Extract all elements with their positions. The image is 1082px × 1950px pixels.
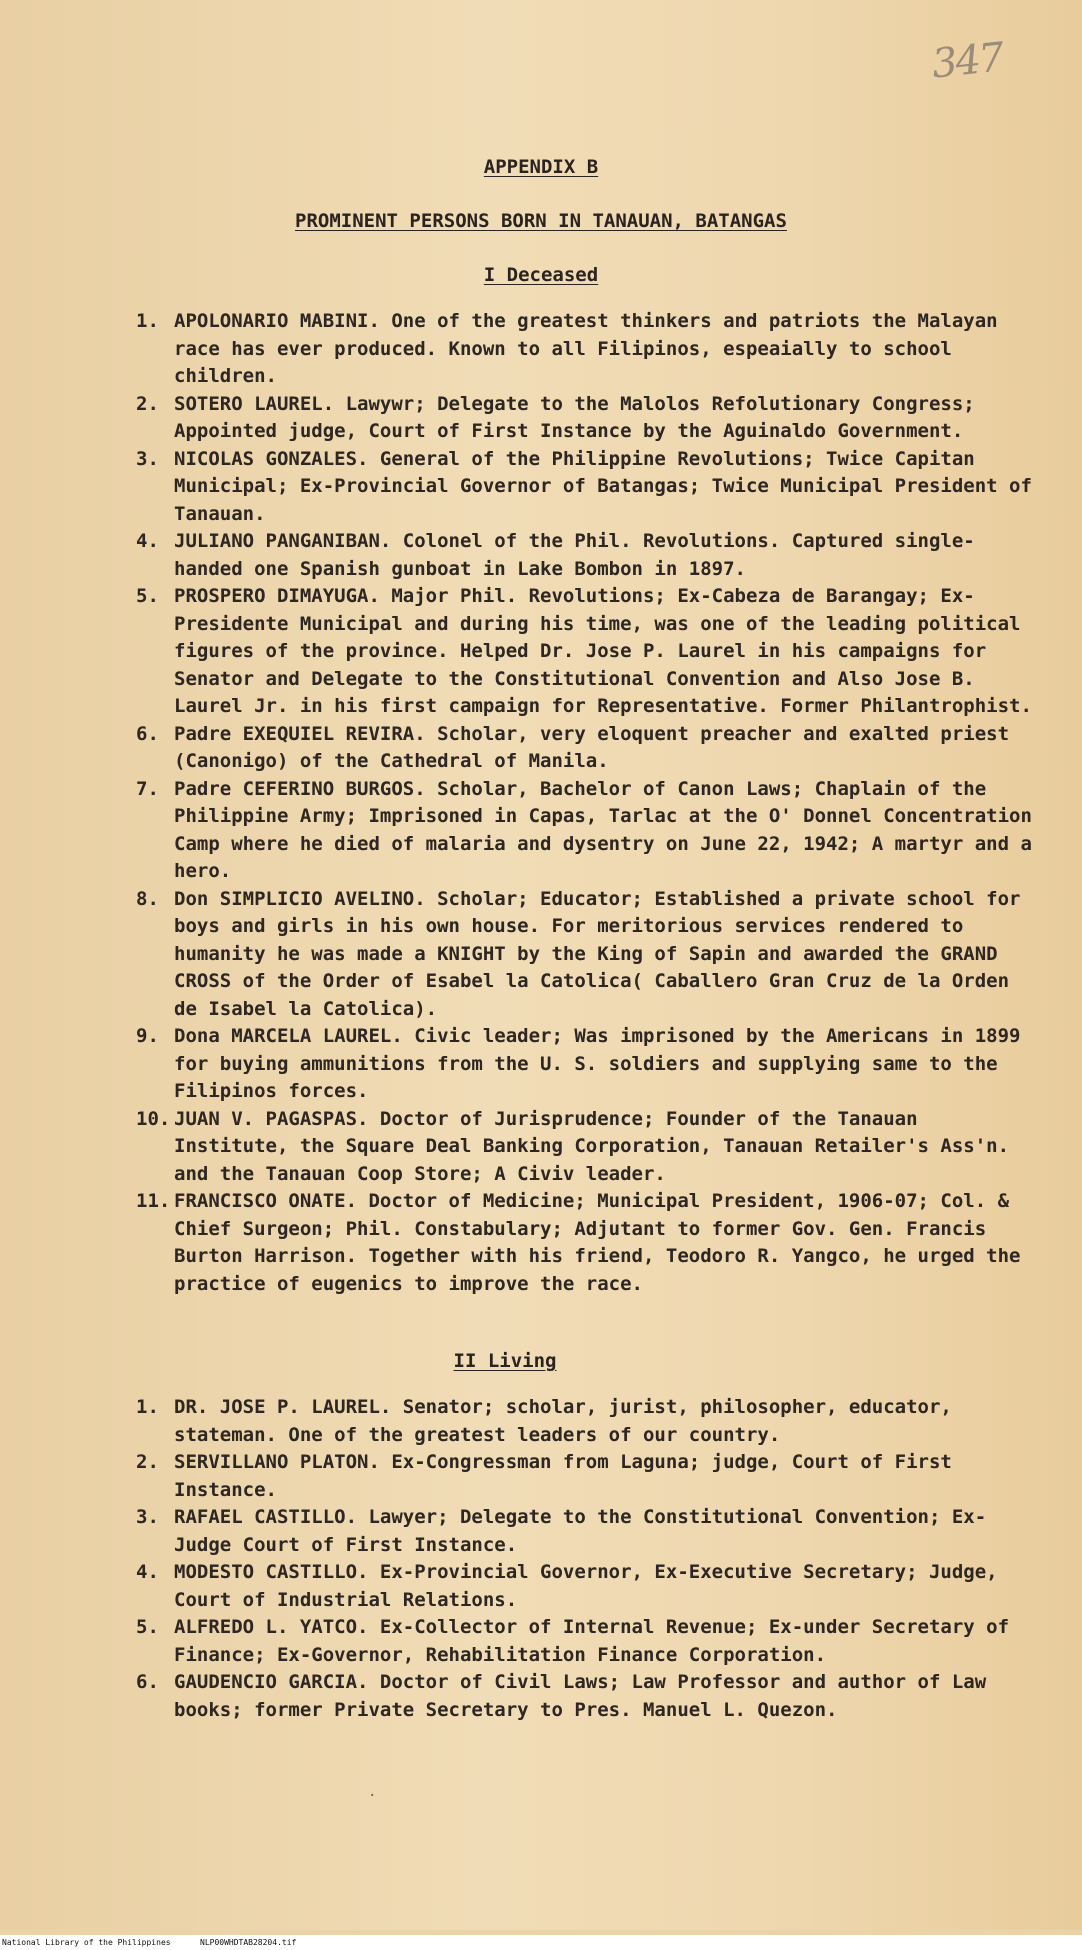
item-text: SERVILLANO PLATON. Ex-Congressman from Laguna; judge, Court of First Instance. (174, 1451, 952, 1501)
scan-filename: NLP00WHDTAB28204.tif (200, 1938, 297, 1947)
item-text: SOTERO LAUREL. Lawywr; Delegate to the Malolos Refolutionary Congress; Appointed judge, Court of First Instance by the Aguinaldo Government. (174, 392, 975, 442)
item-text: APOLONARIO MABINI. One of the greatest thinkers and patriots the Malayan race has ever produced. Known to all Filipinos, espeaially to school children. (174, 310, 998, 387)
item-text: ALFREDO L. YATCO. Ex-Collector of Internal Revenue; Ex-under Secretary of Finance; Ex-Governor, Rehabilitation Finance Corporation. (174, 1616, 1010, 1666)
list-item (100, 1394, 1040, 1449)
list-item (100, 308, 1040, 391)
deceased-list (100, 308, 1040, 1298)
item-text: DR. JOSE P. LAUREL. Senator; scholar, jurist, philosopher, educator, stateman. One of the greatest leaders of our country. (174, 1396, 952, 1446)
list-item (100, 391, 1040, 446)
item-number: 10. (136, 1107, 171, 1130)
list-item (100, 721, 1040, 776)
item-number: 3. (136, 1506, 159, 1528)
item-number: 7. (136, 777, 159, 800)
item-text: Padre EXEQUIEL REVIRA. Scholar, very eloquent preacher and exalted priest (Canonigo) of the Cathedral of Manila. (174, 722, 1010, 772)
document-subtitle: PROMINENT PERSONS BORN IN TANAUAN, BATANGAS (295, 210, 787, 232)
ink-speck: · (368, 1788, 377, 1804)
item-text: NICOLAS GONZALES. General of the Philippine Revolutions; Twice Capitan Municipal; Ex-Provincial Governor of Batangas; Twice Municipal President of Tanauan. (174, 447, 1032, 525)
list-item (100, 1614, 1040, 1669)
item-number: 2. (136, 1451, 159, 1473)
item-number: 5. (136, 585, 159, 607)
folio-number: 347 (929, 34, 1005, 88)
section-heading-living: II Living (453, 1350, 557, 1372)
list-item (100, 1188, 1040, 1298)
item-text: GAUDENCIO GARCIA. Doctor of Civil Laws; Law Professor and author of Law books; former Private Secretary to Pres. Manuel L. Quezon. (174, 1671, 987, 1721)
item-text: Dona MARCELA LAUREL. Civic leader; Was imprisoned by the Americans in 1899 for buying ammunitions from the U. S. soldiers and supplying same to the Filipinos forces. (174, 1025, 1021, 1102)
item-number: 1. (136, 310, 159, 332)
living-list (100, 1394, 1040, 1724)
item-number: 6. (136, 722, 159, 745)
list-item (100, 446, 1040, 529)
appendix-title: APPENDIX B (483, 156, 599, 178)
item-number: 1. (136, 1396, 159, 1418)
item-text: MODESTO CASTILLO. Ex-Provincial Governor, Ex-Executive Secretary; Judge, Court of Industrial Relations. (174, 1561, 998, 1611)
list-item (100, 1504, 1040, 1559)
item-text: PROSPERO DIMAYUGA. Major Phil. Revolutions; Ex-Cabeza de Barangay; Ex-Presidente Municipal and during his time, was one of the leading political figures of the province. Helped Dr. Jose P. Laurel in his campaigns for Senator and Delegate to the Constitutional Convention and Also Jose B. Laurel Jr. in his first campaign for Representative. Former Philantrophist. (174, 585, 1032, 717)
list-item (100, 528, 1040, 583)
item-text: RAFAEL CASTILLO. Lawyer; Delegate to the Constitutional Convention; Ex-Judge Court of First Instance. (174, 1506, 987, 1556)
item-number: 9. (136, 1025, 159, 1047)
item-text: Padre CEFERINO BURGOS. Scholar, Bachelor of Canon Laws; Chaplain of the Philippine Army; Imprisoned in Capas, Tarlac at the O' Donnel Concentration Camp where he died of malaria and dysentry on June 22, 1942; A martyr and a hero. (174, 777, 1032, 882)
list-item (100, 1669, 1040, 1724)
item-number: 5. (136, 1616, 159, 1638)
item-number: 3. (136, 447, 159, 470)
item-number: 4. (136, 530, 159, 552)
item-number: 2. (136, 392, 159, 415)
list-item (100, 1106, 1040, 1189)
library-credit: National Library of the Philippines (2, 1938, 171, 1947)
item-number: 8. (136, 887, 159, 910)
item-number: 11. (136, 1190, 171, 1212)
section-heading-deceased: I Deceased (483, 264, 599, 286)
item-text: JULIANO PANGANIBAN. Colonel of the Phil. Revolutions. Captured single-handed one Spanish gunboat in Lake Bombon in 1897. (174, 530, 975, 580)
list-item (100, 776, 1040, 886)
item-text: FRANCISCO ONATE. Doctor of Medicine; Municipal President, 1906-07; Col. & Chief Surgeon; Phil. Constabulary; Adjutant to former Gov. Gen. Francis Burton Harrison. Together with his friend, Teodoro R. Yangco, he urged the practice of eugenics to improve the race. (174, 1190, 1021, 1295)
item-text: Don SIMPLICIO AVELINO. Scholar; Educator; Established a private school for boys and girls in his own house. For meritorious services rendered to humanity he was made a KNIGHT by the King of Sapin and awarded the GRAND CROSS of the Order of Esabel la Catolica( Caballero Gran Cruz de la Orden de Isabel la Catolica). (174, 887, 1021, 1020)
list-item (100, 1449, 1040, 1504)
list-item (100, 1559, 1040, 1614)
item-number: 6. (136, 1671, 159, 1693)
list-item (100, 886, 1040, 1024)
list-item (100, 583, 1040, 721)
scan-footer (0, 1935, 1082, 1950)
item-number: 4. (136, 1561, 159, 1583)
list-item (100, 1023, 1040, 1106)
item-text: JUAN V. PAGASPAS. Doctor of Jurisprudence; Founder of the Tanauan Institute, the Square Deal Banking Corporation, Tanauan Retailer's Ass'n. and the Tanauan Coop Store; A Civiv leader. (174, 1107, 1010, 1185)
